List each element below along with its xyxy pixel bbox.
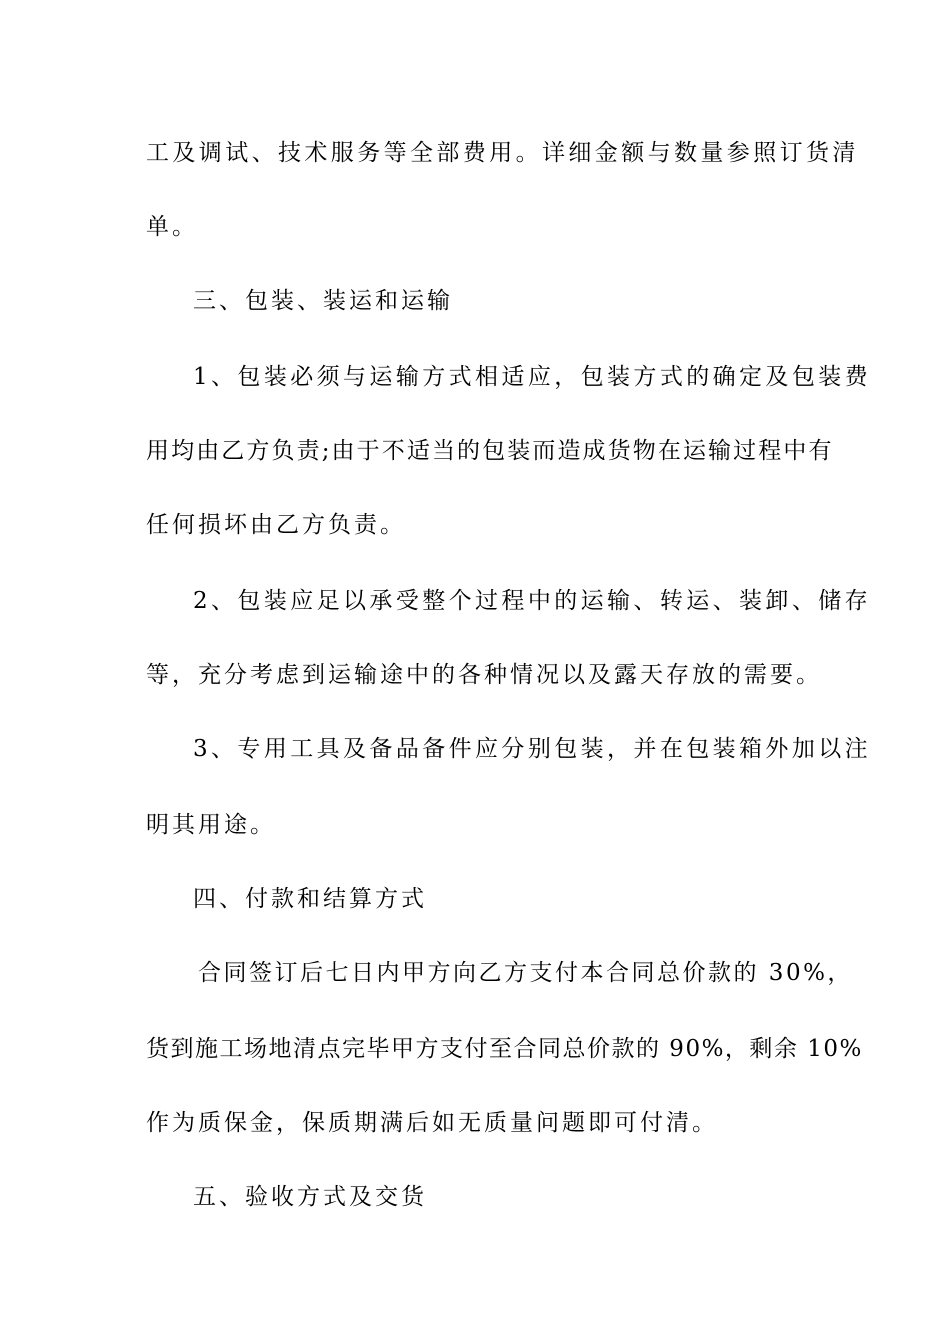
body-line: 等，充分考虑到运输途中的各种情况以及露天存放的需要。 bbox=[146, 662, 822, 688]
section-heading: 三、包装、装运和运输 bbox=[193, 288, 453, 314]
body-line: 作为质保金，保质期满后如无质量问题即可付清。 bbox=[146, 1110, 718, 1136]
body-line: 工及调试、技术服务等全部费用。详细金额与数量参照订货清 bbox=[146, 140, 859, 166]
body-line: 合同签订后七日内甲方向乙方支付本合同总价款的 30%， bbox=[198, 960, 853, 986]
body-line: 单。 bbox=[146, 214, 198, 240]
body-line: 用均由乙方负责;由于不适当的包装而造成货物在运输过程中有 bbox=[146, 438, 834, 464]
body-line: 2、包装应足以承受整个过程中的运输、转运、装卸、储存 bbox=[193, 588, 872, 614]
body-line: 任何损坏由乙方负责。 bbox=[146, 512, 406, 538]
body-line: 明其用途。 bbox=[146, 812, 276, 838]
body-line: 1、包装必须与运输方式相适应，包装方式的确定及包装费 bbox=[193, 364, 872, 390]
section-heading: 五、验收方式及交货 bbox=[193, 1184, 427, 1210]
body-line: 货到施工场地清点完毕甲方支付至合同总价款的 90%，剩余 10% bbox=[146, 1036, 863, 1062]
section-heading: 四、付款和结算方式 bbox=[193, 886, 427, 912]
body-line: 3、专用工具及备品备件应分别包装，并在包装箱外加以注 bbox=[193, 736, 872, 762]
